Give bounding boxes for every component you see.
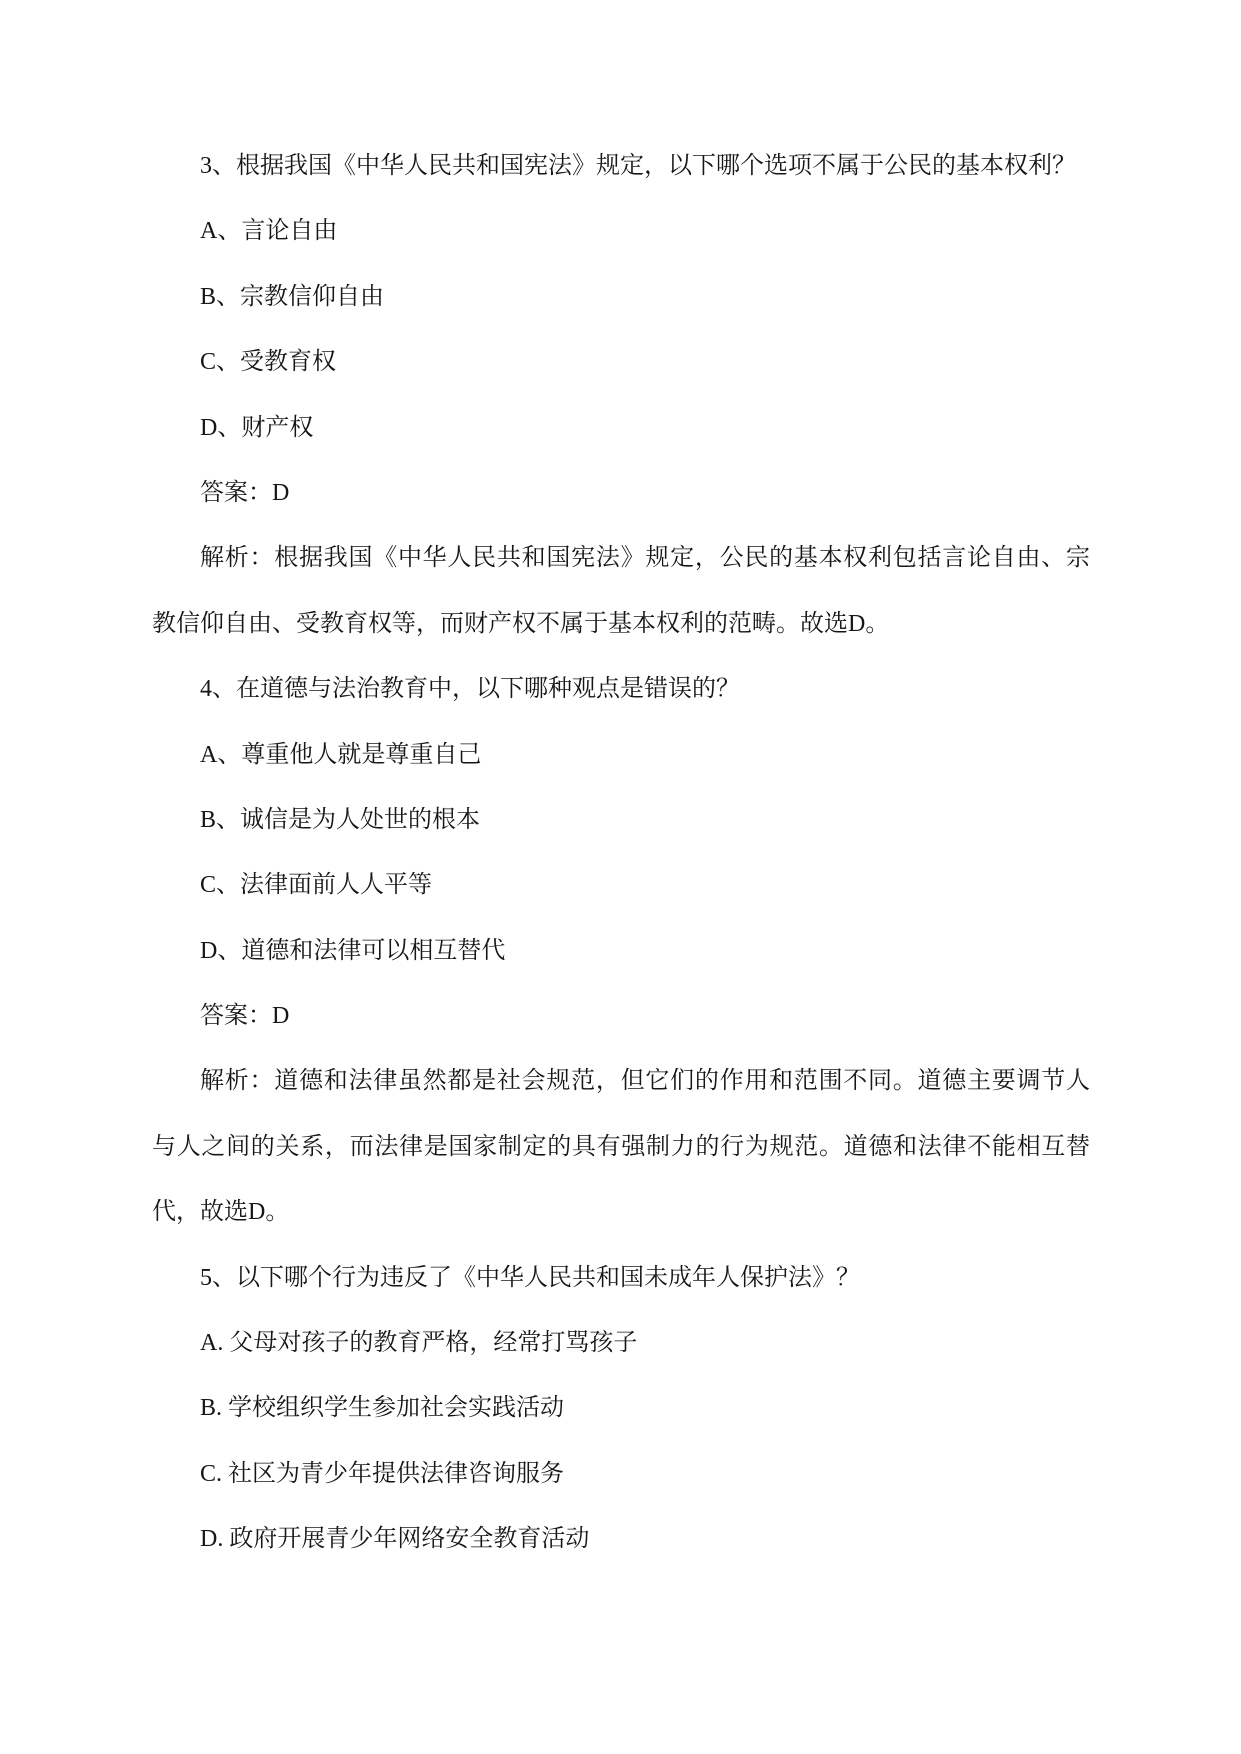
option-a: A、言论自由 (200, 218, 338, 245)
option-b: B. 学校组织学生参加社会实践活动 (200, 1395, 565, 1422)
explanation-line: 解析：根据我国《中华人民共和国宪法》规定，公民的基本权利包括言论自由、宗 (200, 545, 1090, 572)
explanation-line: 与人之间的关系，而法律是国家制定的具有强制力的行为规范。道德和法律不能相互替 (152, 1133, 1090, 1160)
option-a: A、尊重他人就是尊重自己 (200, 741, 482, 768)
option-d: D、财产权 (200, 414, 314, 441)
explanation-line: 教信仰自由、受教育权等，而财产权不属于基本权利的范畴。故选D。 (152, 610, 890, 637)
question-block (152, 657, 1090, 1246)
question-stem: 5、以下哪个行为违反了《中华人民共和国未成年人保护法》？ (200, 1264, 860, 1291)
answer-text: 答案：D (200, 1003, 290, 1030)
option-d: D、道德和法律可以相互替代 (200, 937, 506, 964)
option-b: B、诚信是为人处世的根本 (200, 806, 481, 833)
option-c: C. 社区为青少年提供法律咨询服务 (200, 1460, 565, 1487)
explanation-line: 代，故选D。 (152, 1199, 290, 1226)
question-block (152, 134, 1090, 657)
explanation-line: 解析：道德和法律虽然都是社会规范，但它们的作用和范围不同。道德主要调节人 (200, 1068, 1090, 1095)
option-d: D. 政府开展青少年网络安全教育活动 (200, 1526, 590, 1553)
option-c: C、受教育权 (200, 349, 337, 376)
option-a: A. 父母对孩子的教育严格，经常打骂孩子 (200, 1330, 638, 1357)
question-block (152, 1246, 1090, 1573)
document-body (152, 134, 1090, 1573)
question-stem: 3、根据我国《中华人民共和国宪法》规定，以下哪个选项不属于公民的基本权利？ (200, 153, 1076, 179)
question-stem: 4、在道德与法治教育中，以下哪种观点是错误的？ (200, 676, 740, 703)
answer-text: 答案：D (200, 479, 290, 506)
option-c: C、法律面前人人平等 (200, 872, 433, 899)
option-b: B、宗教信仰自由 (200, 283, 385, 310)
